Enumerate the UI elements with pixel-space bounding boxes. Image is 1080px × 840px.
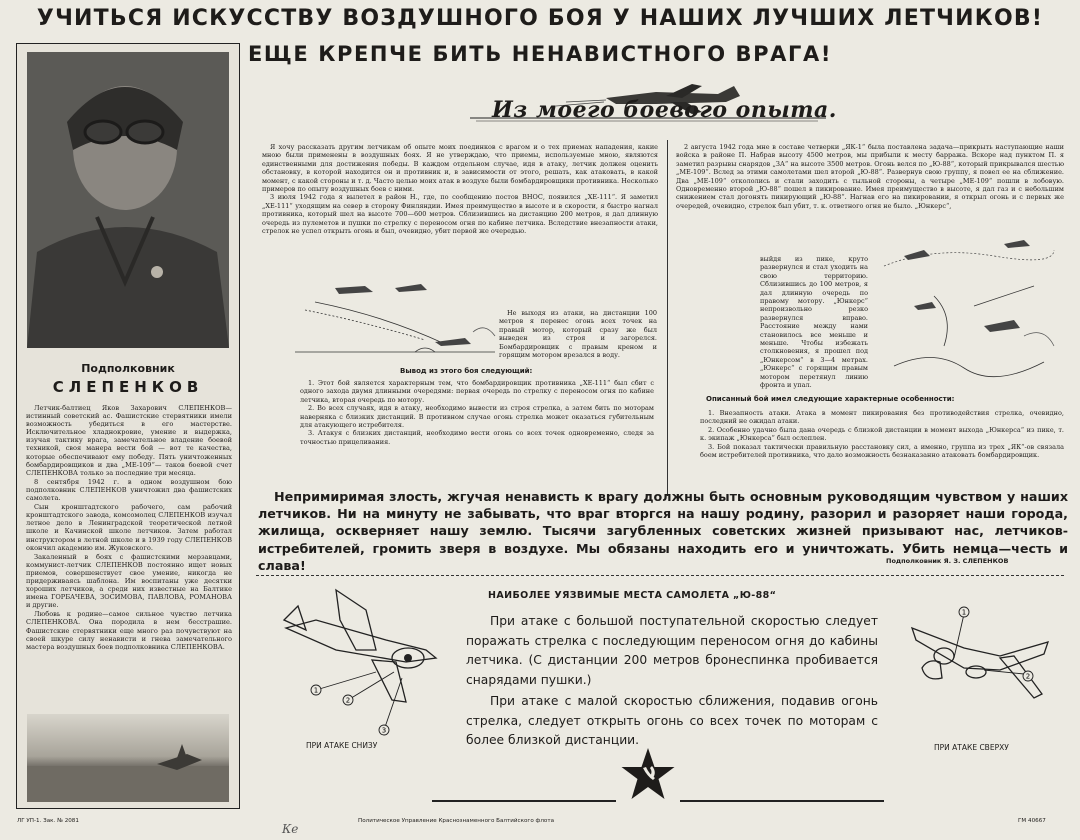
outcome-left-title: Вывод из этого боя следующий: [400, 367, 533, 375]
footer-rule-left [432, 800, 616, 802]
outcome-item: 3. Бой показал тактически правильную расстановку сил, а именно, группа из трех „ЯК“-ов связала боем истребителей противника, что дало возможность безнаказанно атаковать бомбардировщик. [700, 442, 1064, 460]
outcome-item: 1. Внезапность атаки. Атака в момент пикирования без противодействия стрелка, очевидно, последний не ожидал атаки. [700, 409, 1064, 426]
article-paragraph: Не выходя из атаки, на дистанции 100 метров я перенес огонь всех точек на правый мотор, который сразу же был выведен из строя и загорелся. Бомбардировщик с правым креном и горящим мотором врезался в воду. [499, 309, 657, 360]
pilot-biography [26, 404, 232, 652]
article-left [262, 143, 658, 235]
marker-label: 1 [313, 686, 319, 695]
article-left-continued [499, 309, 657, 359]
article-right-continued: выйдя из пике, круто развернулся и стал уходить на свою территорию. Сблизившись до 100 метров, я дал длинную очередь по правому мотору. „Юнкерс“ непроизвольно резко развернулся вправо. Расстояние между нами становилось все меньше и меньше. Чтобы избежать столкновения, я прошел под „Юнкерсом“ в 3—4 метрах. „Юнкерс“ с горящим правым мотором перетянул линию фронта и упал. [760, 255, 868, 390]
article-paragraph: 3 июля 1942 года я вылетел в район Н., где, по сообщению постов ВНОС, появился „ХЕ-111“. Я заметил „ХЕ-111“ уходящим на север в сторону Финляндии. Имея преимущество в высоте и в скорости, я быстро нагнал противника, который шел на высоте 700—600 метров. Сблизившись на дистанцию 200 метров, я дал длинную очередь из пулеметов и пушки по стрелку с переносом огня по кабине летчика. Вследствие внезапности атаки, стрелок не успел открыть огонь и был, очевидно, убит первой же очередью. [262, 193, 658, 236]
article-paragraph: 2 августа 1942 года мне в составе четверки „ЯК-1“ была поставлена задача—прикрыть наступающие наши войска в районе П. Набрав высоту 4500 метров, мы прибыли к месту барража. Вскоре над пунктом П. я заметил разрывы снарядов „ЗА“ на высоте 3500 метров. Огонь велся по „Ю-88“, который прикрывался шестью „МЕ-109“. Вслед за этими самолетами шел второй „Ю-88“. Развернув свою группу, я повел ее на сближение. Два „МЕ-109“ откололись и стали заходить с тыльной стороны, а четыре „МЕ-109“ пошли в лобовую. Одновременно второй „Ю-88“ пошел в пикирование. Имея преимущество в высоте, я дал газ и с небольшим снижением стал догонять пикирующий „Ю-88“. Нагнав его на пикировании, я открыл огонь и с первых же очередей, очевидно, стрелок был убит, т. к. ответного огня не было. „Юнкерс“, [676, 143, 1064, 210]
vulnerable-spots-title: НАИБОЛЕЕ УЯЗВИМЫЕ МЕСТА САМОЛЕТА „Ю-88“ [488, 590, 777, 601]
outcome-right-list [700, 409, 1064, 459]
pilot-portrait-photo [27, 52, 229, 348]
marker-label: 2 [1025, 672, 1031, 681]
pilot-rank: Подполковник [81, 362, 175, 375]
article-right [676, 143, 1064, 210]
section-divider [256, 575, 1064, 577]
bio-paragraph: Любовь к родине—самое сильное чувство летчика СЛЕПЕНКОВА. Она породила в нем бесстрашие. Фашистские стервятники еще много раз почувствуют на своей шкуре силу ненависти и гнева замечательного мастера воздушных боев подполковника СЛЕПЕНКОВА. [26, 610, 232, 651]
pilot-surname: СЛЕПЕНКОВ [52, 378, 204, 396]
bio-paragraph: Сын кронштадтского рабочего, сам рабочий кронштадтского завода, комсомолец СЛЕПЕНКОВ изучал летное дело в Ленинградской теоретической летной школе и Качинской школе летчиков. Затем работал инструктором в летной школе и в 1939 году СЛЕПЕНКОВ окончил академию им. Жуковского. [26, 503, 232, 552]
outcome-item: 3. Атакуя с близких дистанций, необходимо вести огонь со всех точек одновременно, следя за точностью прицеливания. [300, 429, 654, 446]
print-order-number: ЛГ УП-1. Зак. № 2081 [17, 818, 79, 824]
pilot-profile-panel [16, 43, 240, 809]
ju88-top-diagram [904, 598, 1056, 730]
caption-attack-from-above: ПРИ АТАКЕ СВЕРХУ [934, 743, 1009, 752]
article-paragraph: Я хочу рассказать другим летчикам об опыте моих поединков с врагом и о тех приемах нападения, какие мною были применены в воздушных боях. Я не утверждаю, что приемы, используемые мною, являются единственными для достижения победы. В каждом отдельном случае, идя в атаку, летчик должен оценить обстановку, в которой находится он и противник и, в зависимости от этого, решать, как атаковать, в какой момент, с какой стороны и т. д. Часто целью моих атак в воздухе были бомбардировщики противника. Несколько примеров по опыту воздушных боев с ними. [262, 143, 658, 194]
column-divider [667, 140, 668, 496]
combat-sketch-ju88 [874, 236, 1064, 382]
vulnerable-paragraph-1: При атаке с большой поступательной скоростью следует поражать стрелка с последующим переносом огня до кабины летчика. (С дистанции 200 метров бронеспинка пробивается снарядами пушки.) [466, 614, 878, 687]
story-banner [456, 82, 842, 132]
handwritten-mark: Ке [282, 822, 299, 836]
ju88-underside-diagram [276, 580, 454, 738]
catalog-number: ГМ 40667 [1018, 818, 1046, 824]
bio-paragraph: 8 сентября 1942 г. в одном воздушном бою подполковник СЛЕПЕНКОВ уничтожил два фашистских самолета. [26, 477, 232, 503]
poster-headline: УЧИТЬСЯ ИСКУССТВУ ВОЗДУШНОГО БОЯ У НАШИХ ЛУЧШИХ ЛЕТЧИКОВ! [36, 6, 1044, 31]
airfield-photo [27, 714, 229, 802]
outcome-item: 2. Особенно удачно была дана очередь с близкой дистанции в момент выхода „Юнкерса“ из пике, т. к. экипаж „Юнкерса“ был ослеплен. [700, 425, 1064, 443]
publisher-line: Политическое Управление Краснознаменного Балтийского флота [358, 818, 554, 824]
outcome-right-title: Описанный бой имел следующие характерные особенности: [706, 395, 955, 403]
combat-sketch-he111 [295, 282, 499, 360]
caption-attack-from-below: ПРИ АТАКЕ СНИЗУ [306, 741, 378, 750]
appeal-signature: Подполковник Я. З. СЛЕПЕНКОВ [886, 557, 1009, 565]
poster-subheadline: ЕЩЕ КРЕПЧЕ БИТЬ НЕНАВИСТНОГО ВРАГА! [247, 42, 833, 66]
red-star-emblem [619, 746, 677, 804]
marker-label: 2 [345, 696, 351, 705]
bio-paragraph: Летчик-балтиец Яков Захарович СЛЕПЕНКОВ— истинный советский ас. Фашистские стервятники имели возможность убедиться в его мастерстве. Исключительное хладнокровие, умение и выдержка, изучая тактику врага, замечательное владение боевой техникой, своя манера вести бой — вот те качества, которые обеспечивают ему победу. Пять уничтоженных бомбардировщиков и два „МЕ-109“— таков боевой счет СЛЕПЕНКОВА только за последние три месяца. [26, 404, 232, 477]
vulnerable-paragraph-2: При атаке с малой скоростью сближения, подавив огонь стрелка, следует открыть огонь со всех точек по моторам с более близкой дистанции. [466, 694, 878, 748]
outcome-item: 1. Этот бой является характерным тем, что бомбардировщик противника „ХЕ-111“ был сбит с одного захода двумя длинными очередями: первая очередь по стрелку с переносом огня по кабине летчика, вторая очередь по мотору. [300, 379, 654, 404]
appeal-text: Непримиримая злость, жгучая ненависть к врагу должны быть основным руководящим чувством у наших летчиков. Ни на минуту не забывать, что враг вторгся на нашу родину, разорил и разоряет наши города, жилища, оскверняет нашу землю. Тысячи загубленных советских жизней призывают нас, летчиков-истребителей, громить зверя в воздухе. Мы обязаны находить его и уничтожать. Убить немца—честь и слава! [258, 489, 1068, 573]
marker-label: 3 [381, 726, 387, 735]
marker-label: 1 [961, 608, 967, 617]
outcome-item: 2. Во всех случаях, идя в атаку, необходимо вывести из строя стрелка, а затем бить по моторам наверняка с близких дистанций. В противном случае огонь стрелка может оказаться губительным для атакующего истребителя. [300, 404, 654, 430]
outcome-left-list [300, 379, 654, 446]
bio-paragraph: Закаленный в боях с фашистскими мерзавцами, коммунист-летчик СЛЕПЕНКОВ постоянно ищет новых приемов, совершенствует свое умение, никогда не придерживаясь шаблона. Им воспитаны уже десятки хороших летчиков, а среди них известные на Балтике имена ГОРБАЧЕВА, ЗОСИМОВА, ПАВЛОВА, РОМАНОВА и другие. [26, 552, 232, 610]
story-banner-title: Из моего боевого опыта. [492, 97, 837, 123]
footer-rule-right [680, 800, 884, 802]
